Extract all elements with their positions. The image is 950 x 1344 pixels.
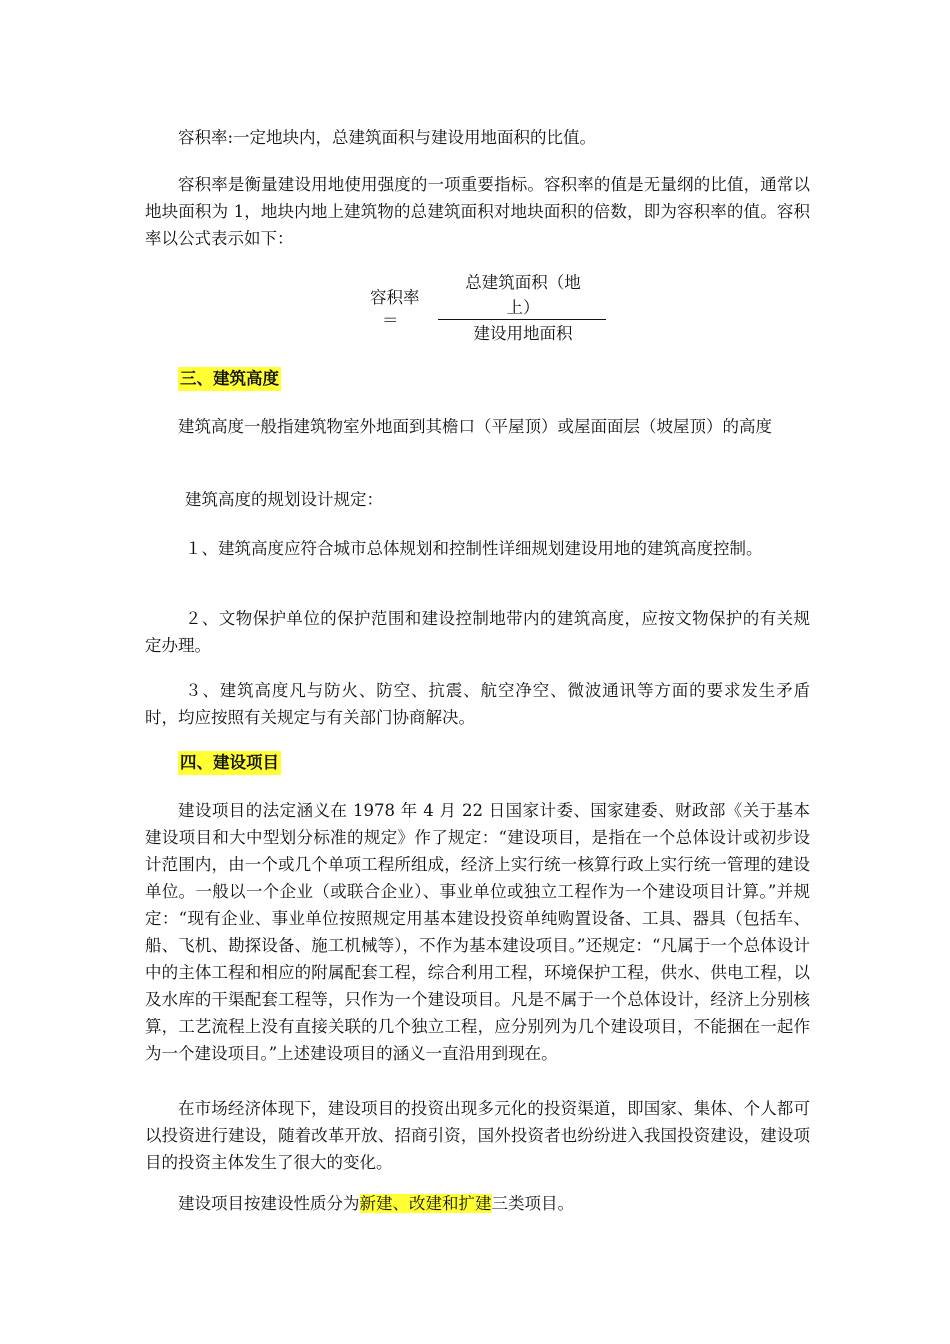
- formula-equals-sign: ＝: [382, 311, 399, 330]
- paragraph-height-rule-2: ２、文物保护单位的保护范围和建设控制地带内的建筑高度，应按文物保护的有关规定办理。: [145, 609, 810, 655]
- formula-fraction-bar: [438, 319, 606, 320]
- far-formula: [370, 270, 630, 346]
- paragraph-building-height-definition: 建筑高度一般指建筑物室外地面到其檐口（平屋顶）或屋面面层（坡屋顶）的高度: [178, 417, 772, 436]
- formula-left-term: 容积率: [370, 288, 420, 307]
- formula-numerator-line-2: 上）: [506, 298, 540, 317]
- paragraph-height-rule-3: ３、建筑高度凡与防火、防空、抗震、航空净空、微波通讯等方面的要求发生矛盾时，均应按照有关规定与有关部门协商解决。: [145, 681, 810, 727]
- paragraph-height-rule-1: １、建筑高度应符合城市总体规划和控制性详细规划建设用地的建筑高度控制。: [185, 539, 763, 558]
- formula-numerator: [438, 270, 608, 320]
- paragraph-far-definition: 容积率:一定地块内，总建筑面积与建设用地面积的比值。: [178, 128, 597, 147]
- section-heading-building-height: 三、建筑高度: [178, 367, 281, 391]
- formula-denominator: 建设用地面积: [473, 324, 573, 343]
- paragraph-project-types: [145, 1190, 810, 1217]
- project-types-highlight: 新建、改建和扩建: [359, 1194, 492, 1213]
- formula-numerator-line-1: 总建筑面积（地: [465, 273, 581, 292]
- paragraph-project-legal-definition: 建设项目的法定涵义在 1978 年 4 月 22 日国家计委、国家建委、财政部《关于基本建设项目和大中型划分标准的规定》作了规定：“建设项目，是指在一个总体设计或初步设计范围内，由一个或几个单项工程所组成，经济上实行统一核算行政上实行统一管理的建设单位。一般以一个企业（或联合企业）、事业单位或独立工程作为一个建设项目计算。”并规定：“现有企业、事业单位按照规定用基本建设投资单纯购置设备、工具、器具（包括车、船、飞机、勘探设备、施工机械等），不作为基本建设项目。”还规定：“凡属于一个总体设计中的主体工程和相应的附属配套工程，综合利用工程，环境保护工程，供水、供电工程，以及水库的干渠配套工程等，只作为一个建设项目。凡是不属于一个总体设计，经济上分别核算，工艺流程上没有直接关联的几个独立工程，应分别列为几个建设项目，不能捆在一起作为一个建设项目。”上述建设项目的涵义一直沿用到现在。: [145, 801, 810, 1063]
- project-types-prefix: 建设项目按建设性质分为: [178, 1194, 360, 1213]
- paragraph-far-explanation: 容积率是衡量建设用地使用强度的一项重要指标。容积率的值是无量纲的比值，通常以地块面积为 1，地块内地上建筑物的总建筑面积对地块面积的倍数，即为容积率的值。容积率以公式表示如下：: [145, 175, 810, 248]
- paragraph-market-economy-investment: 在市场经济体现下，建设项目的投资出现多元化的投资渠道，即国家、集体、个人都可以投资进行建设，随着改革开放、招商引资，国外投资者也纷纷进入我国投资建设，建设项目的投资主体发生了很大的变化。: [145, 1099, 810, 1172]
- section-heading-construction-project: 四、建设项目: [178, 751, 281, 775]
- project-types-suffix: 三类项目。: [491, 1194, 574, 1213]
- paragraph-height-regulations-intro: 建筑高度的规划设计规定：: [185, 490, 383, 509]
